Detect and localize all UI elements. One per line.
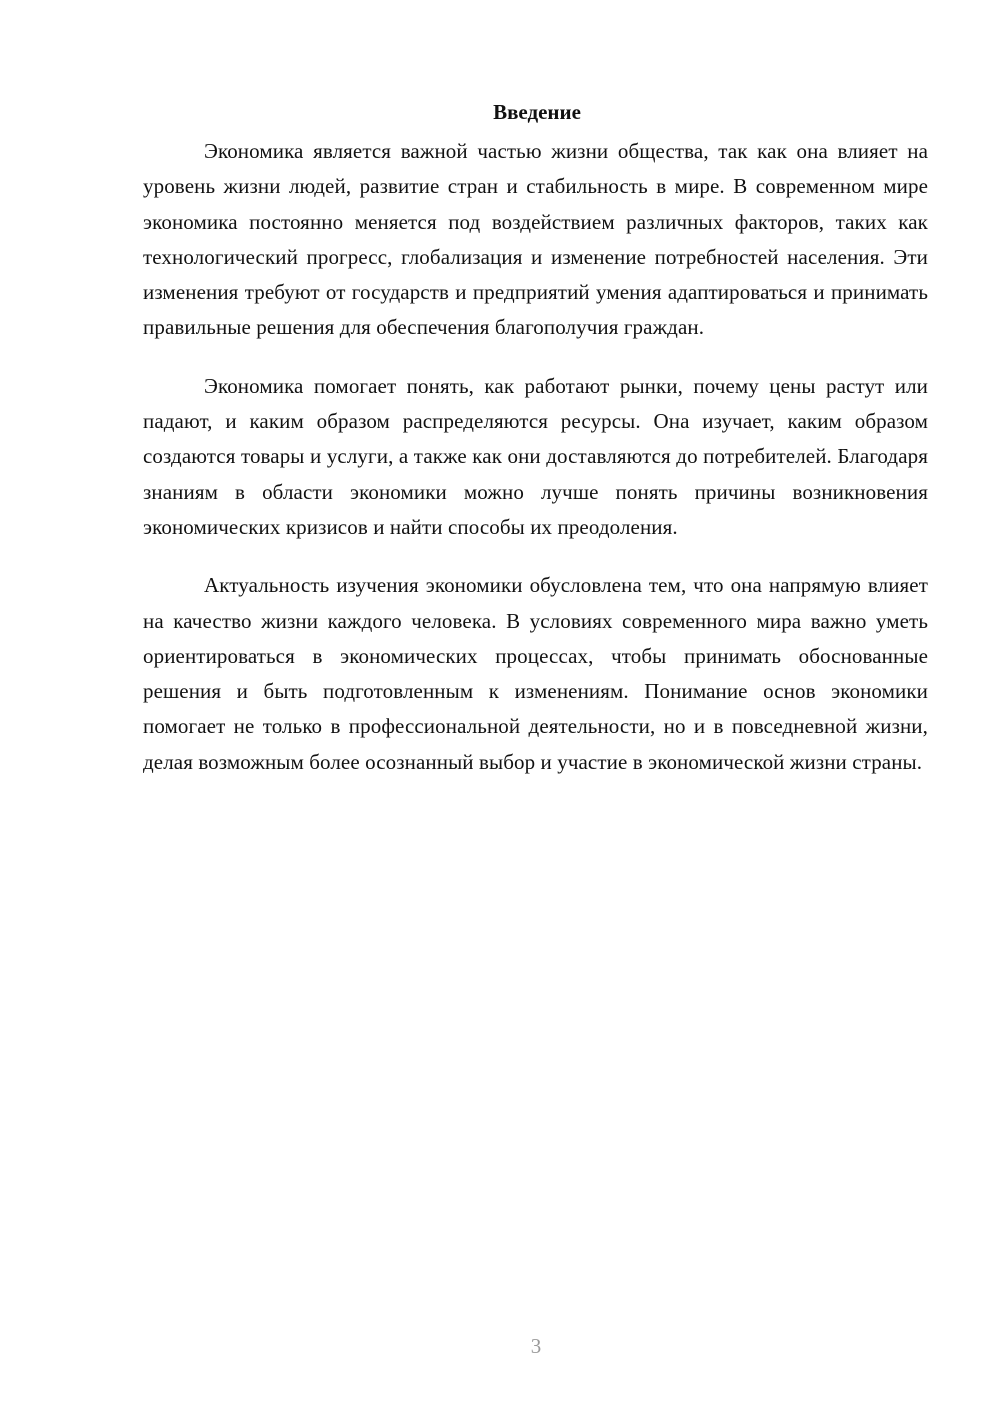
page-number: 3	[530, 1334, 542, 1358]
document-body	[143, 98, 928, 803]
section-heading: Введение	[493, 100, 581, 124]
paragraph-1: Экономика является важной частью жизни общества, так как она влияет на уровень жизни людей, развитие стран и стабильность в мире. В современном мире экономика постоянно меняется под воздействием различных факторов, таких как технологический прогресс, глобализация и изменение потребностей населения. Эти изменения требуют от государств и предприятий умения адаптироваться и принимать правильные решения для обеспечения благополучия граждан.	[143, 139, 928, 340]
paragraph-2: Экономика помогает понять, как работают рынки, почему цены растут или падают, и каким образом распределяются ресурсы. Она изучает, каким образом создаются товары и услуги, а также как они доставляются до потребителей. Благодаря знаниям в области экономики можно лучше понять причины возникновения экономических кризисов и найти способы их преодоления.	[143, 373, 928, 539]
paragraph-3: Актуальность изучения экономики обусловлена тем, что она напрямую влияет на качество жизни каждого человека. В условиях современного мира важно уметь ориентироваться в экономических процессах, чтобы принимать обоснованные решения и быть подготовленным к изменениям. Понимание основ экономики помогает не только в профессиональной деятельности, но и в повседневной жизни, делая возможным более осознанный выбор и участие в экономической жизни страны.	[143, 573, 928, 774]
